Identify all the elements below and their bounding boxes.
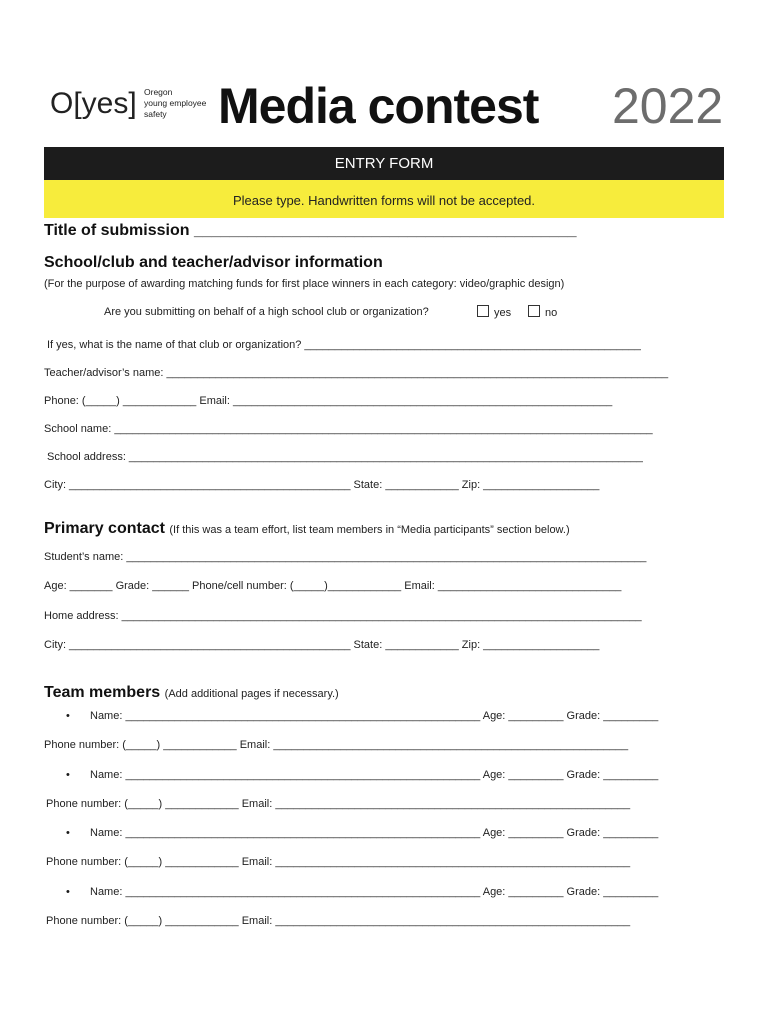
school-section-heading: School/club and teacher/advisor information bbox=[44, 254, 383, 271]
school-name-field[interactable]: School name: ________________________________________________________________________________________ bbox=[44, 423, 653, 435]
team-member-2-name-field[interactable]: Name: __________________________________________________________ Age: _________ Grade: _________ bbox=[90, 769, 659, 781]
student-name-field[interactable]: Student’s name: _____________________________________________________________________________________ bbox=[44, 551, 647, 563]
no-checkbox[interactable] bbox=[528, 305, 540, 317]
team-member-3-name-field[interactable]: Name: __________________________________________________________ Age: _________ Grade: _________ bbox=[90, 827, 659, 839]
school-city-state-zip-field[interactable]: City: ______________________________________________ State: ____________ Zip: ___________________ bbox=[44, 479, 600, 491]
team-member-1-phone-field[interactable]: Phone number: (_____) ____________ Email: __________________________________________________________ bbox=[44, 739, 629, 751]
no-option[interactable]: no bbox=[528, 305, 557, 319]
page-title: Media contest bbox=[218, 78, 539, 134]
school-address-field[interactable]: School address: ____________________________________________________________________________________ bbox=[47, 451, 643, 463]
club-name-field[interactable]: If yes, what is the name of that club or organization? _______________________________________________________ bbox=[47, 339, 641, 351]
primary-contact-note: (If this was a team effort, list team members in “Media participants” section below.) bbox=[169, 524, 570, 536]
logo-wordmark: O[yes] bbox=[50, 87, 137, 120]
team-member-4-name-field[interactable]: Name: __________________________________________________________ Age: _________ Grade: _________ bbox=[90, 886, 659, 898]
bullet: • bbox=[66, 710, 70, 722]
school-section-note: (For the purpose of awarding matching funds for first place winners in each category: video/graphic design) bbox=[44, 278, 565, 290]
bullet: • bbox=[66, 769, 70, 781]
team-members-heading-line bbox=[44, 684, 339, 702]
team-members-heading: Team members bbox=[44, 684, 161, 701]
logo-subtitle: Oregon young employee safety bbox=[144, 87, 207, 119]
yes-checkbox[interactable] bbox=[477, 305, 489, 317]
team-members-note: (Add additional pages if necessary.) bbox=[164, 688, 339, 700]
bullet: • bbox=[66, 827, 70, 839]
team-member-2-phone-field[interactable]: Phone number: (_____) ____________ Email: __________________________________________________________ bbox=[46, 798, 631, 810]
primary-contact-heading: Primary contact bbox=[44, 520, 165, 537]
primary-city-state-zip-field[interactable]: City: ______________________________________________ State: ____________ Zip: ___________________ bbox=[44, 639, 600, 651]
home-address-field[interactable]: Home address: _____________________________________________________________________________________ bbox=[44, 610, 642, 622]
school-phone-email-field[interactable]: Phone: (_____) ____________ Email: ______________________________________________________________ bbox=[44, 395, 613, 407]
entry-form-banner: ENTRY FORM bbox=[44, 147, 724, 180]
teacher-name-field[interactable]: Teacher/advisor’s name: __________________________________________________________________________________ bbox=[44, 367, 669, 379]
bullet: • bbox=[66, 886, 70, 898]
club-question: Are you submitting on behalf of a high school club or organization? bbox=[104, 306, 429, 318]
team-member-3-phone-field[interactable]: Phone number: (_____) ____________ Email: __________________________________________________________ bbox=[46, 856, 631, 868]
instruction-banner: Please type. Handwritten forms will not be accepted. bbox=[44, 180, 724, 218]
team-member-4-phone-field[interactable]: Phone number: (_____) ____________ Email: __________________________________________________________ bbox=[46, 915, 631, 927]
page-year: 2022 bbox=[612, 78, 724, 134]
primary-contact-heading-line bbox=[44, 520, 570, 538]
submission-title-field[interactable]: Title of submission ___________________________________________ bbox=[44, 222, 577, 239]
yes-option[interactable]: yes bbox=[477, 305, 511, 319]
team-member-1-name-field[interactable]: Name: __________________________________________________________ Age: _________ Grade: _________ bbox=[90, 710, 659, 722]
student-age-grade-phone-email-field[interactable]: Age: _______ Grade: ______ Phone/cell number: (_____)____________ Email: ______________________________ bbox=[44, 580, 622, 592]
oyes-logo bbox=[50, 84, 220, 124]
